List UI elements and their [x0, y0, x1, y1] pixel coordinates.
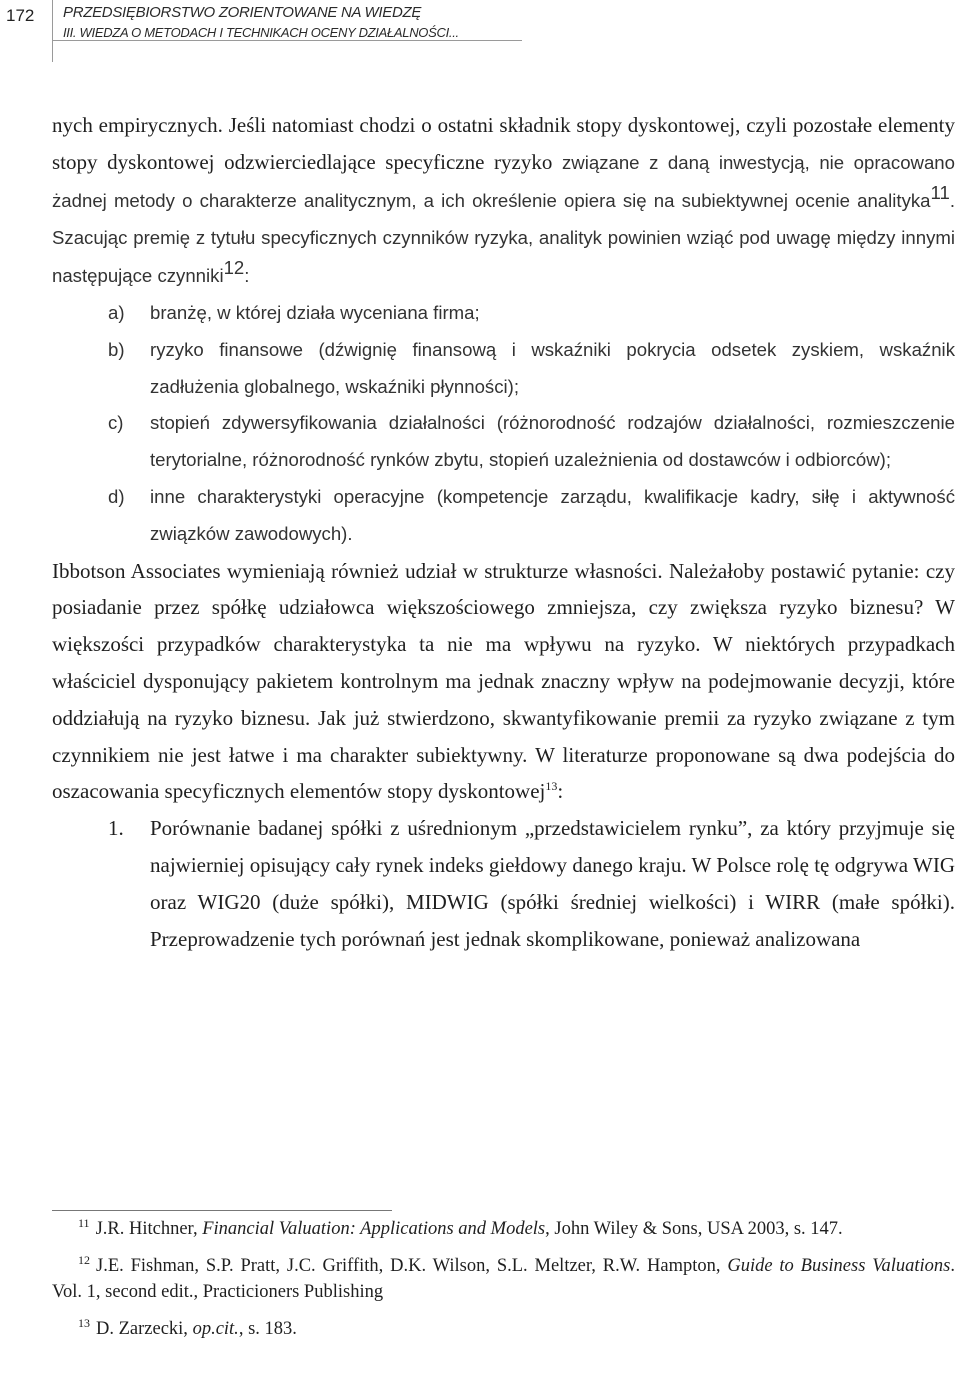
list-item [52, 479, 955, 553]
factors-list [52, 295, 955, 553]
footnote-11 [52, 1216, 955, 1242]
footnote-title: Financial Valuation: Applications and Models [202, 1219, 546, 1239]
running-head-subtitle: III. WIEDZA O METODACH I TECHNIKACH OCENY DZIAŁALNOŚCI... [63, 25, 459, 40]
list-item-text: branżę, w której działa wyceniana firma; [150, 301, 480, 323]
paragraph-1-serif: nych empirycznych. Jeśli natomiast chodzi o ostatni składnik stopy dyskontowej, czyli pozostałe elementy stopy dyskontowej odzwierciedlające specyficzne ryzyko [52, 113, 955, 174]
footnote-text: D. Zarzecki, [96, 1319, 193, 1339]
paragraph-1-end: : [244, 265, 250, 287]
footnote-ref-13[interactable]: 13 [545, 779, 558, 794]
footnote-13 [52, 1316, 955, 1342]
list-item-text: Porównanie badanej spółki z uśrednionym „przedstawicielem rynku”, za który przyjmuje się najwierniej opisujący cały rynek indeks giełdowy danego kraju. W Polsce rolę tę odgrywa WIG oraz WIG20 (duże spółki), MIDWIG (spółki średniej wielkości) i WIRR (małe spółki). Przeprowadzenie tych porównań jest jednak skomplikowane, ponieważ analizowana [150, 816, 955, 951]
body-text [52, 107, 955, 957]
footnotes [52, 1216, 955, 1353]
footnote-text: J.R. Hitchner, [95, 1219, 203, 1239]
running-head-title: PRZEDSIĘBIORSTWO ZORIENTOWANE NA WIEDZĘ [63, 4, 422, 21]
footnote-rule [52, 1210, 392, 1211]
footnote-number: 13 [78, 1315, 90, 1330]
list-marker: 1. [108, 816, 124, 841]
footnote-number: 12 [78, 1252, 90, 1267]
list-item-text: ryzyko finansowe (dźwignię finansową i wskaźniki pokrycia odsetek zyskiem, wskaźnik zadłużenia globalnego, wskaźniki płynności); [150, 338, 955, 397]
footnote-text-end: . Vol. 1, second edit., Practicioners Publishing [52, 1256, 955, 1302]
footnote-title: Guide to Business Valuations [727, 1256, 951, 1276]
footnote-number: 11 [78, 1215, 90, 1230]
footnote-text-end: , s. 183. [238, 1319, 297, 1339]
footnote-ref-12[interactable]: 12 [223, 257, 245, 279]
paragraph-1-sans-2: . Szacując premię z tytułu specyficznych czynników ryzyka, analityk powinien wziąć pod uwagę między innymi następujące czynniki [52, 189, 955, 287]
list-marker: d) [108, 485, 125, 507]
page-number: 172 [6, 6, 35, 25]
header-rule-vertical [52, 0, 53, 62]
running-head [63, 3, 459, 43]
list-marker: c) [108, 412, 124, 434]
paragraph-1 [52, 107, 955, 295]
list-item [52, 810, 955, 957]
paragraph-2-end: : [557, 779, 564, 804]
footnote-text: J.E. Fishman, S.P. Pratt, J.C. Griffith, D.K. Wilson, S.L. Meltzer, R.W. Hampton, [96, 1256, 728, 1276]
list-item [52, 295, 955, 332]
footnote-title: op.cit. [192, 1319, 239, 1339]
paragraph-2-text: Ibbotson Associates wymieniają również udział w strukturze własności. Należałoby postawić pytanie: czy posiadanie przez spółkę udziałowca większościowego zmniejsza, czy zwiększa ryzyko biznesu? W większości przypadków charakterystyka ta nie ma wpływu na ryzyko. W niektórych przypadkach właściciel dysponujący pakietem kontrolnym ma jednak znaczny wpływ na podejmowanie decyzji, które oddziałują na ryzyko biznesu. Jak już stwierdzono, skwantyfikowanie premii za ryzyko związane z tym czynnikiem nie jest łatwe i ma charakter subiektywny. W literaturze proponowane są dwa podejścia do oszacowania specyficznych elementów stopy dyskontowej [52, 558, 955, 804]
paragraph-1-sans: związane z daną inwestycją, nie opracowano żadnej metody o charakterze analitycznym, a ich określenie opiera się na subiektywnej ocenie analityka [52, 151, 955, 211]
list-item [52, 405, 955, 479]
footnote-12 [52, 1253, 955, 1305]
list-marker: b) [108, 338, 125, 360]
list-marker: a) [108, 301, 125, 323]
paragraph-2 [52, 553, 955, 811]
list-item-text: inne charakterystyki operacyjne (kompetencje zarządu, kwalifikacje kadry, siłę i aktywność związków zawodowych). [150, 485, 955, 544]
approaches-list [52, 810, 955, 957]
footnote-ref-11[interactable]: 11 [930, 181, 950, 203]
list-item [52, 332, 955, 406]
footnote-text-end: , John Wiley & Sons, USA 2003, s. 147. [545, 1219, 843, 1239]
list-item-text: stopień zdywersyfikowania działalności (różnorodność rodzajów działalności, rozmieszczenie terytorialne, różnorodność rynków zbytu, stopień uzależnienia od dostawców i odbiorców); [150, 412, 955, 471]
